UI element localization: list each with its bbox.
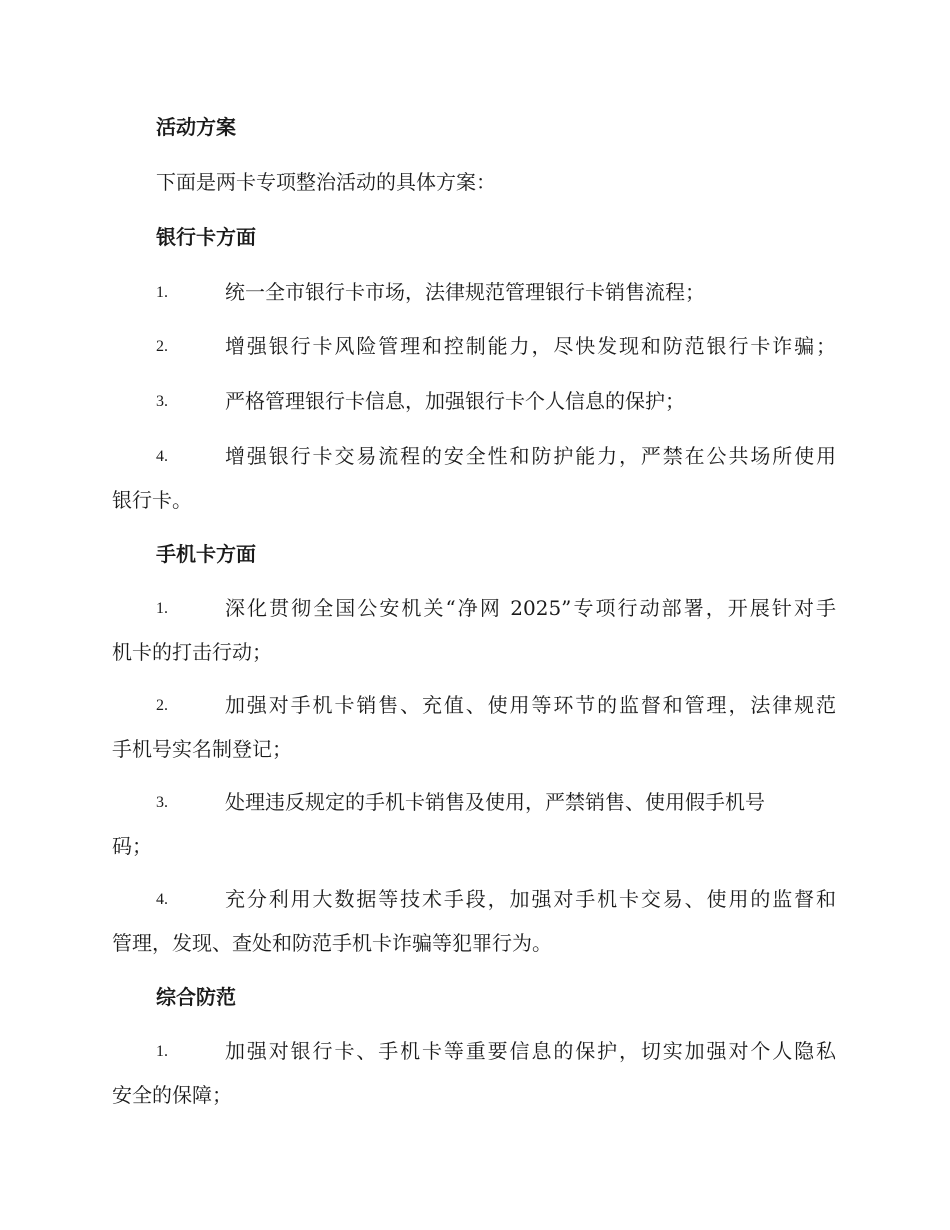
list-item-text: 充分利用大数据等技术手段，加强对手机卡交易、使用的监督和 xyxy=(225,887,836,911)
list-item xyxy=(112,884,836,955)
intro-paragraph: 下面是两卡专项整治活动的具体方案： xyxy=(156,170,496,194)
list-item-number: 2. xyxy=(156,338,168,355)
list-item-number: 1. xyxy=(156,600,168,617)
section-heading-activity-plan: 活动方案 xyxy=(156,115,236,139)
list-item-text-continued: 管理，发现、查处和防范手机卡诈骗等犯罪行为。 xyxy=(112,931,552,955)
list-item-number: 3. xyxy=(156,794,168,811)
section-heading-mobile-card: 手机卡方面 xyxy=(156,542,256,566)
list-item-number: 1. xyxy=(156,1043,168,1060)
list-item-text: 处理违反规定的手机卡销售及使用，严禁销售、使用假手机号 xyxy=(225,790,765,814)
list-item xyxy=(112,277,836,321)
list-item-text: 增强银行卡风险管理和控制能力，尽快发现和防范银行卡诈骗； xyxy=(225,334,836,358)
list-item xyxy=(112,1036,836,1107)
list-item-text-continued: 手机号实名制登记； xyxy=(112,737,292,761)
list-item xyxy=(112,331,836,375)
list-item-text: 统一全市银行卡市场，法律规范管理银行卡销售流程； xyxy=(225,280,705,304)
section-heading-bank-card: 银行卡方面 xyxy=(156,225,256,249)
list-item-number: 2. xyxy=(156,697,168,714)
list-item-text: 深化贯彻全国公安机关“净网 2025”专项行动部署，开展针对手 xyxy=(225,596,836,620)
list-item-text: 增强银行卡交易流程的安全性和防护能力，严禁在公共场所使用 xyxy=(225,444,836,468)
list-item-text: 加强对银行卡、手机卡等重要信息的保护，切实加强对个人隐私 xyxy=(225,1039,836,1063)
list-item xyxy=(112,441,836,512)
section-heading-comprehensive-prevention: 综合防范 xyxy=(156,985,236,1009)
list-item-text-continued: 银行卡。 xyxy=(112,488,192,512)
list-item xyxy=(112,593,836,664)
list-item-text-continued: 机卡的打击行动； xyxy=(112,640,272,664)
list-item xyxy=(112,787,836,858)
list-item-text: 严格管理银行卡信息，加强银行卡个人信息的保护； xyxy=(225,389,685,413)
list-item-text: 加强对手机卡销售、充值、使用等环节的监督和管理，法律规范 xyxy=(225,693,836,717)
list-item xyxy=(112,690,836,761)
list-item xyxy=(112,386,836,430)
list-item-text-continued: 码； xyxy=(112,834,152,858)
list-item-number: 1. xyxy=(156,284,168,301)
list-item-number: 3. xyxy=(156,393,168,410)
list-item-number: 4. xyxy=(156,448,168,465)
list-item-number: 4. xyxy=(156,891,168,908)
list-item-text-continued: 安全的保障； xyxy=(112,1083,232,1107)
